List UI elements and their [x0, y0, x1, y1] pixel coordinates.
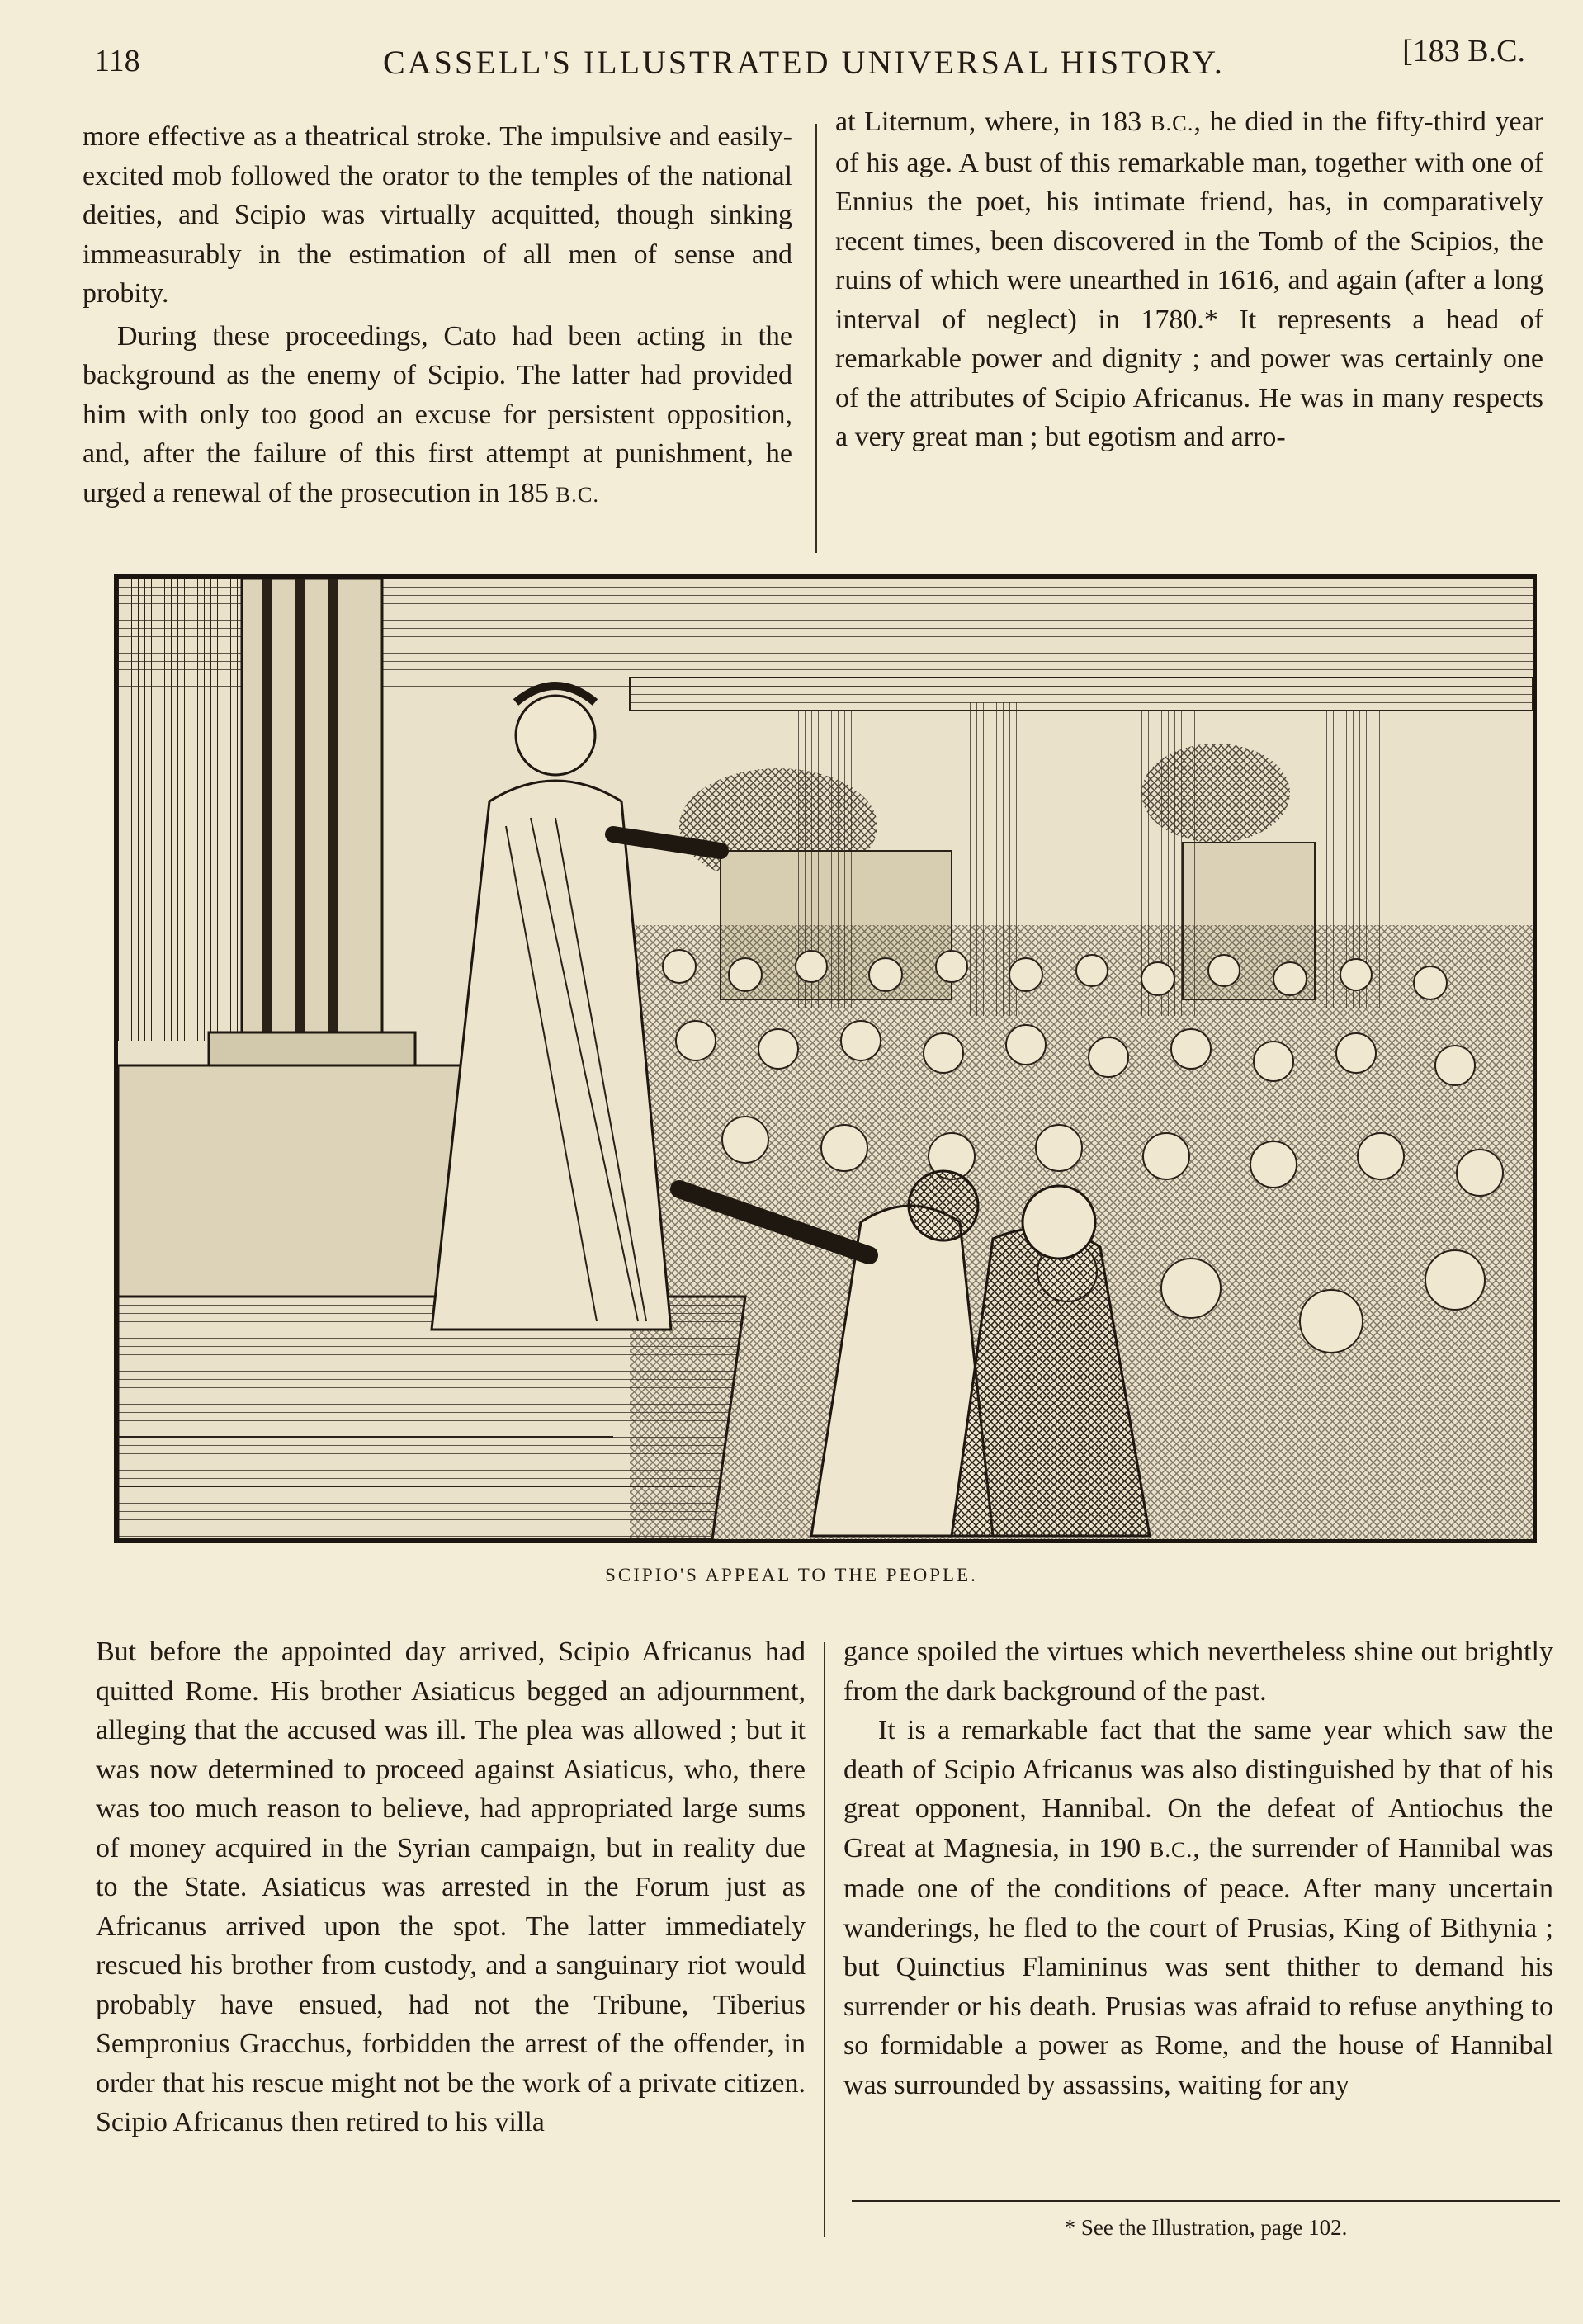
figure-caption: SCIPIO'S APPEAL TO THE PEOPLE. — [605, 1565, 978, 1585]
footnote: * See the Illustration, page 102. — [1064, 2215, 1348, 2240]
bottom-right-column — [843, 1632, 1553, 2104]
footnote-rule — [852, 2200, 1560, 2202]
paragraph: at Liternum, where, in 183 B.C., he died in the fifty-third year of his age. A bust of this remarkable man, together with one of Ennius the poet, his intimate friend, has, in comparatively recent times, been discovered in the Tomb of the Scipios, the ruins of which were unearthed in 1616, and again (after a long interval of neglect) in 1780.* It represents a head of remarkable power and dignity ; and power was certainly one of the attributes of Scipio Africanus. He was in many respects a very great man ; but egotism and arro- — [835, 106, 1544, 452]
top-left-column — [83, 117, 792, 514]
page-number: 118 — [94, 44, 140, 78]
page-header — [83, 25, 1525, 83]
paragraph: gance spoiled the virtues which nevertheless shine out brightly from the dark background of the past. — [843, 1637, 1553, 1707]
date-marker: [183 B.C. — [1402, 34, 1525, 68]
column-divider — [824, 1642, 825, 2237]
bottom-left-column — [96, 1632, 806, 2142]
paragraph: It is a remarkable fact that the same year which saw the death of Scipio Africanus was also distinguished by that of his great opponent, Hannibal. On the defeat of Antiochus the Great at Magnesia, in 190 B.C., the surrender of Hannibal was made one of the conditions of peace. After many uncertain wanderings, he fled to the court of Prusias, King of Bithynia ; but Quinctius Flamininus was sent thither to demand his surrender or his death. Prusias was afraid to refuse anything to so formidable a power as Rome, and the house of Hannibal was surrounded by assassins, waiting for any — [843, 1715, 1554, 2100]
paragraph: more effective as a theatrical stroke. The impulsive and easily-excited mob followed the orator to the temples of the national deities, and Scipio was virtually acquitted, though sinking immeasurably in the estimation of all men of sense and probity. — [83, 121, 792, 309]
column-divider — [815, 124, 817, 553]
paragraph: But before the appointed day arrived, Scipio Africanus had quitted Rome. His brother Asiaticus begged an adjournment, alleging that the accused was ill. The plea was allowed ; but it was now determined to proceed against Asiaticus, who, there was too much reason to believe, had appropriated large sums of money acquired in the Syrian campaign, but in reality due to the State. Asiaticus was arrested in the Forum just as Africanus arrived upon the spot. The latter immediately rescued his brother from custody, and a sanguinary riot would probably have ensued, had not the Tribune, Tiberius Sempronius Gracchus, forbidden the arrest of the offender, in order that his rescue might not be the work of a private citizen. Scipio Africanus then retired to his villa — [96, 1637, 806, 2137]
paragraph: During these proceedings, Cato had been acting in the background as the enemy of Scipio. The latter had provided him with only too good an excuse for persistent opposition, and, after the failure of this first attempt at punishment, he urged a renewal of the prosecution in 185 B.C. — [83, 320, 792, 508]
running-title: CASSELL'S ILLUSTRATED UNIVERSAL HISTORY. — [383, 44, 1225, 81]
engraving-illustration — [114, 574, 1537, 1543]
top-right-column — [835, 102, 1543, 457]
